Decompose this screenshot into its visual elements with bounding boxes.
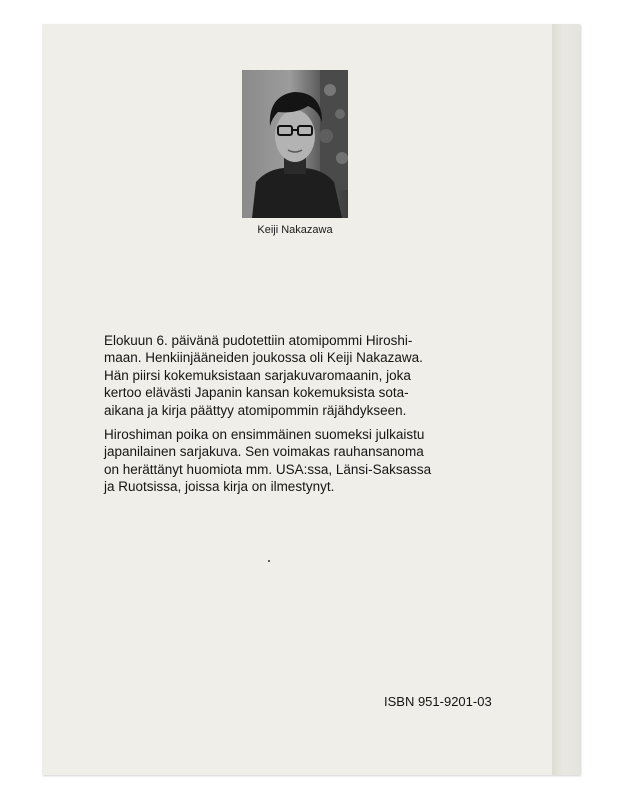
text-line: on herättänyt huomiota mm. USA:ssa, Länsi-Saksassa [104,461,432,477]
text-line: Elokuun 6. päivänä pudotettiin atomipommi Hiroshi- [104,333,413,348]
text-line: ja Ruotsissa, joissa kirja on ilmestynyt. [104,479,335,495]
text-line: aikana ja kirja päättyy atomipommin räjähdykseen. [104,402,407,418]
photo-caption: Keiji Nakazawa [257,224,333,236]
page-edge [552,24,580,775]
text-line: Hän piirsi kokemuksistaan sarjakuvaromaanin, joka [104,367,411,383]
isbn-number: ISBN 951-9201-03 [384,694,492,709]
text-line: japanilainen sarjakuva. Sen voimakas rauhansanoma [104,444,424,460]
description-paragraph-1 [104,332,534,419]
cover-panel [42,24,553,775]
text-line: maan. Henkiinjääneiden joukossa oli Keiji Nakazawa. [104,350,423,366]
description-paragraph-2 [104,426,534,496]
author-photo [242,70,348,218]
book-back-cover [42,24,580,775]
print-speck [268,560,270,562]
author-portrait-image [242,70,348,218]
text-line: kertoo elävästi Japanin kansan kokemuksista sota- [104,385,409,401]
text-line: Hiroshiman poika on ensimmäinen suomeksi julkaistu [104,427,425,442]
